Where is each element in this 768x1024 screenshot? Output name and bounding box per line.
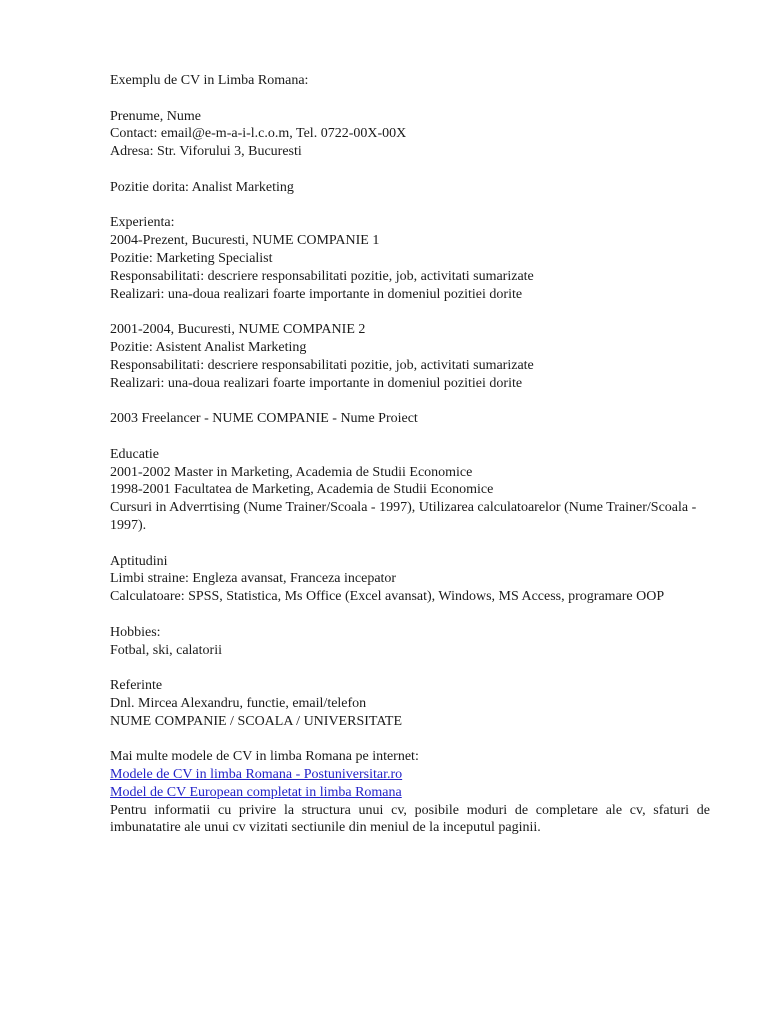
spacer (110, 606, 710, 624)
skills-heading: Aptitudini (110, 553, 168, 569)
spacer (110, 197, 710, 215)
job-1-period: 2004-Prezent, Bucuresti, NUME COMPANIE 1 (110, 233, 380, 249)
references-heading: Referinte (110, 678, 163, 694)
spacer (110, 303, 710, 321)
more-models-intro: Mai multe modele de CV in limba Romana pe internet: (110, 749, 419, 765)
job-1-role: Pozitie: Marketing Specialist (110, 250, 273, 266)
address-line: Adresa: Str. Viforului 3, Bucuresti (110, 144, 302, 160)
spacer (110, 659, 710, 677)
document-title: Exemplu de CV in Limba Romana: (110, 73, 309, 88)
job-1-responsibilities: Responsabilitati: descriere responsabilitati pozitie, job, activitati sumarizate (110, 268, 534, 284)
info-paragraph: Pentru informatii cu privire la structura unui cv, posibile moduri de completare ale cv, sfaturi de imbunatatire ale unui cv vizitati sectiunile din meniul de la inceputul paginii. (110, 802, 710, 836)
desired-position: Pozitie dorita: Analist Marketing (110, 179, 294, 195)
job-2-role: Pozitie: Asistent Analist Marketing (110, 339, 307, 355)
spacer (110, 392, 710, 410)
spacer (110, 90, 710, 108)
cv-document (110, 72, 710, 837)
spacer (110, 161, 710, 179)
spacer (110, 535, 710, 553)
education-item: 2001-2002 Master in Marketing, Academia de Studii Economice (110, 464, 473, 480)
european-cv-link[interactable]: Model de CV European completat in limba Romana (110, 784, 402, 800)
job-2-achievements: Realizari: una-doua realizari foarte importante in domeniul pozitiei dorite (110, 375, 523, 391)
experience-heading: Experienta: (110, 215, 175, 231)
freelance-line: 2003 Freelancer - NUME COMPANIE - Nume Proiect (110, 411, 418, 427)
job-2-period: 2001-2004, Bucuresti, NUME COMPANIE 2 (110, 322, 366, 338)
reference-organization: NUME COMPANIE / SCOALA / UNIVERSITATE (110, 713, 402, 729)
cv-models-link[interactable]: Modele de CV in limba Romana - Postuniversitar.ro (110, 767, 403, 783)
spacer (110, 428, 710, 446)
spacer (110, 730, 710, 748)
education-heading: Educatie (110, 446, 159, 462)
hobbies-heading: Hobbies: (110, 624, 161, 640)
education-courses: Cursuri in Adverrtising (Nume Trainer/Scoala - 1997), Utilizarea calculatoarelor (Nume Trainer/Scoala - 1997). (110, 500, 697, 533)
hobbies-text: Fotbal, ski, calatorii (110, 642, 222, 658)
education-item: 1998-2001 Facultatea de Marketing, Academia de Studii Economice (110, 482, 494, 498)
job-2-responsibilities: Responsabilitati: descriere responsabilitati pozitie, job, activitati sumarizate (110, 357, 534, 373)
reference-person: Dnl. Mircea Alexandru, functie, email/telefon (110, 695, 367, 711)
skills-languages: Limbi straine: Engleza avansat, Franceza incepator (110, 571, 397, 587)
contact-line: Contact: email@e-m-a-i-l.c.o.m, Tel. 0722-00X-00X (110, 126, 407, 142)
full-name: Prenume, Nume (110, 108, 201, 124)
skills-computers: Calculatoare: SPSS, Statistica, Ms Office (Excel avansat), Windows, MS Access, programare OOP (110, 589, 665, 605)
job-1-achievements: Realizari: una-doua realizari foarte importante in domeniul pozitiei dorite (110, 286, 523, 302)
